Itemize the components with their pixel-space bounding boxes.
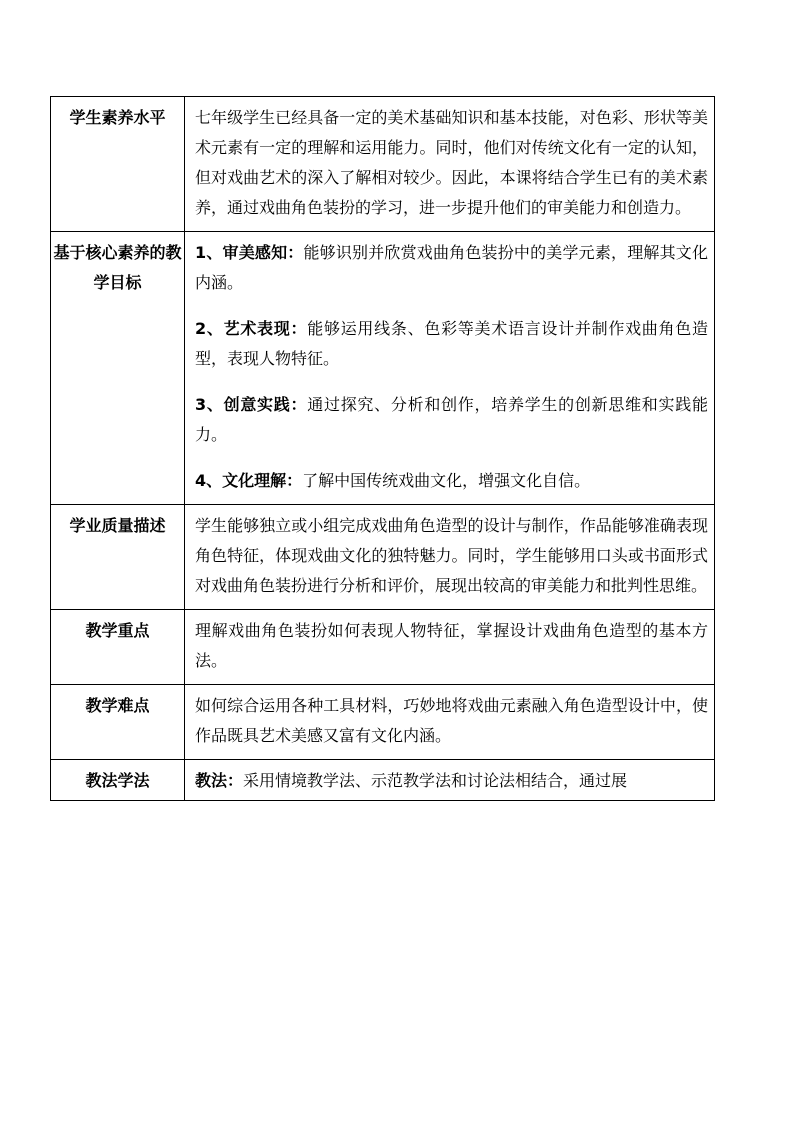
row-label-difficulties: 教学难点 [51,685,185,760]
goal-text: 能够运用线条、色彩等美术语言设计并制作戏曲角色造型，表现人物特征。 [195,319,708,368]
table-row [51,610,715,685]
table-row [51,685,715,760]
goal-keyword: 创意实践 [223,395,291,414]
row-content-teaching-goals [185,232,715,505]
goal-number: 4、 [195,471,223,490]
lesson-plan-table [50,96,715,801]
method-text: 采用情境教学法、示范教学法和讨论法相结合，通过展 [243,771,628,790]
paragraph: 理解戏曲角色装扮如何表现人物特征，掌握设计戏曲角色造型的基本方法。 [195,621,708,670]
paragraph: 如何综合运用各种工具材料，巧妙地将戏曲元素融入角色造型设计中，使作品既具艺术美感又富有文化内涵。 [195,696,708,745]
table-row [51,97,715,232]
goal-item [195,238,708,298]
row-content-key-points [185,610,715,685]
goal-keyword: 文化理解 [222,471,287,490]
goal-number: 1、 [195,243,223,262]
table-row [51,505,715,610]
method-separator: ： [227,771,244,790]
goal-number: 3、 [195,395,224,414]
row-label-quality-description: 学业质量描述 [51,505,185,610]
table-row [51,232,715,505]
paragraph: 七年级学生已经具备一定的美术基础知识和基本技能，对色彩、形状等美术元素有一定的理解和运用能力。同时，他们对传统文化有一定的认知，但对戏曲艺术的深入了解相对较少。因此，本课将结合学生已有的美术素养，通过戏曲角色装扮的学习，进一步提升他们的审美能力和创造力。 [195,108,708,217]
goal-separator: ： [287,243,304,262]
table-row [51,760,715,801]
goal-separator: ： [290,319,308,338]
row-label-teaching-goals: 基于核心素养的教学目标 [51,232,185,505]
row-label-student-literacy: 学生素养水平 [51,97,185,232]
row-content-student-literacy [185,97,715,232]
goal-separator: ： [286,471,303,490]
goal-text: 通过探究、分析和创作，培养学生的创新思维和实践能力。 [195,395,708,444]
row-content-quality-description [185,505,715,610]
method-keyword: 教法 [195,771,228,790]
goal-text: 能够识别并欣赏戏曲角色装扮中的美学元素，理解其文化内涵。 [195,243,708,292]
row-content-difficulties [185,685,715,760]
paragraph: 学生能够独立或小组完成戏曲角色造型的设计与制作，作品能够准确表现角色特征，体现戏曲文化的独特魅力。同时，学生能够用口头或书面形式对戏曲角色装扮进行分析和评价，展现出较高的审美能力和批判性思维。 [195,516,708,595]
goal-keyword: 审美感知 [222,243,288,262]
goal-item [195,466,708,496]
row-content-methods [185,760,715,801]
row-label-key-points: 教学重点 [51,610,185,685]
goal-item [195,390,708,450]
paragraph [195,766,708,796]
goal-keyword: 艺术表现 [223,319,291,338]
goal-number: 2、 [195,319,224,338]
goal-separator: ： [290,395,308,414]
goal-text: 了解中国传统戏曲文化，增强文化自信。 [302,471,591,490]
row-label-methods: 教法学法 [51,760,185,801]
goal-item [195,314,708,374]
